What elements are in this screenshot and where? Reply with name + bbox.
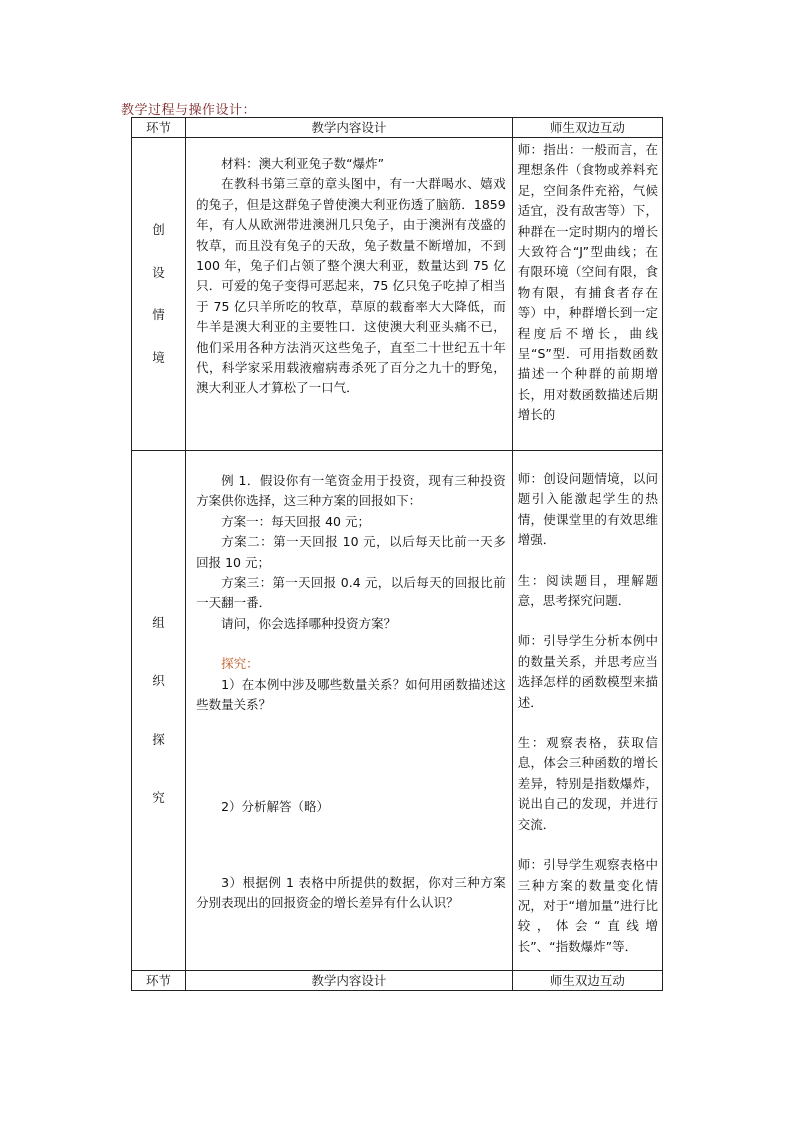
plan-2: 方案二：第一天回报 10 元，以后每天比前一天多回报 10 元； — [196, 534, 506, 570]
material-title: 材料：澳大利亚兔子数“爆炸” — [221, 156, 385, 171]
explore-title: 探究： — [221, 656, 259, 672]
footer-stage: 环节 — [132, 971, 186, 991]
interaction-text-3: 师：引导学生分析本例中的数量关系，并思考应当选择怎样的函数模型来描述． — [517, 633, 658, 710]
stage-content-2 — [186, 451, 513, 971]
interaction-text-5: 师：引导学生观察表格中三种方案的数量变化情况，对于“增加量”进行比较，体会“直线增长”、“指数爆炸”等． — [517, 857, 658, 954]
stage-label-1: 创 设 情 境 — [132, 138, 186, 451]
stage-interaction-2 — [512, 451, 662, 971]
explore-question-3: 3）根据例 1 表格中所提供的数据，你对三种方案分别表现出的回报资金的增长差异有什么认识？ — [196, 874, 506, 911]
stage-content-1 — [186, 138, 513, 451]
table-header-row — [132, 118, 663, 138]
material-text: 在教科书第三章的章头图中，有一大群喝水、嬉戏的兔子，但是这群兔子曾使澳大利亚伤透了脑筋．1859年，有人从欧洲带进澳洲几只兔子，由于澳洲有茂盛的牧草，而且没有兔子的天敌，兔子数量不断增加，不到 100 年，兔子们占领了整个澳大利亚，数量达到 75 亿只．可爱的兔子变得可恶起来，75 亿只兔子吃掉了相当于 75 亿只羊所吃的牧草，草原的载畜率大大降低，而牛羊是澳大利亚的主要牲口．这使澳大利亚头痛不已，他们采用各种方法消灭这些兔子，直至二十世纪五十年代，科学家采用载液瘤病毒杀死了百分之九十的野兔，澳大利亚人才算松了一口气． — [196, 176, 506, 396]
lesson-table — [131, 117, 663, 991]
table-row — [132, 451, 663, 971]
explore-question-1: 1）在本例中涉及哪些数量关系？如何用函数描述这些数量关系？ — [196, 676, 506, 713]
stage-label-2: 组 织 探 究 — [132, 451, 186, 971]
header-content: 教学内容设计 — [186, 118, 513, 138]
table-footer-row — [132, 971, 663, 991]
footer-interaction: 师生双边互动 — [512, 971, 662, 991]
question-text: 请问，你会选择哪种投资方案？ — [221, 615, 397, 631]
plan-3: 方案三：第一天回报 0.4 元，以后每天的回报比前一天翻一番． — [196, 575, 506, 611]
stage-interaction-1 — [512, 138, 662, 451]
section-heading: 教学过程与操作设计： — [121, 103, 257, 118]
header-stage: 环节 — [132, 118, 186, 138]
table-row — [132, 138, 663, 451]
footer-content: 教学内容设计 — [186, 971, 513, 991]
example-text: 例 1．假设你有一笔资金用于投资，现有三种投资方案供你选择，这三种方案的回报如下： — [196, 473, 506, 509]
plan-1: 方案一：每天回报 40 元； — [221, 513, 370, 529]
interaction-text-4: 生：观察表格，获取信息，体会三种函数的增长差异，特别是指数爆炸，说出自己的发现，并进行交流． — [517, 735, 658, 832]
explore-question-2: 2）分析解答（略） — [221, 799, 330, 815]
interaction-text-2: 生：阅读题目，理解题意，思考探究问题． — [517, 572, 658, 609]
interaction-text: 师：指出：一般而言，在理想条件（食物或养料充足，空间条件充裕，气候适宜，没有敌害等）下，种群在一定时期内的增长大致符合“J”型曲线；在有限环境（空间有限，食物有限，有捕食者存在等）中，种群增长到一定程度后不增长，曲线呈“S”型．可用指数函数描述一个种群的前期增长，用对数函数描述后期增长的 — [517, 142, 658, 423]
header-interaction: 师生双边互动 — [512, 118, 662, 138]
interaction-text-1: 师：创设问题情境，以问题引入能激起学生的热情，使课堂里的有效思维增强． — [517, 471, 658, 548]
